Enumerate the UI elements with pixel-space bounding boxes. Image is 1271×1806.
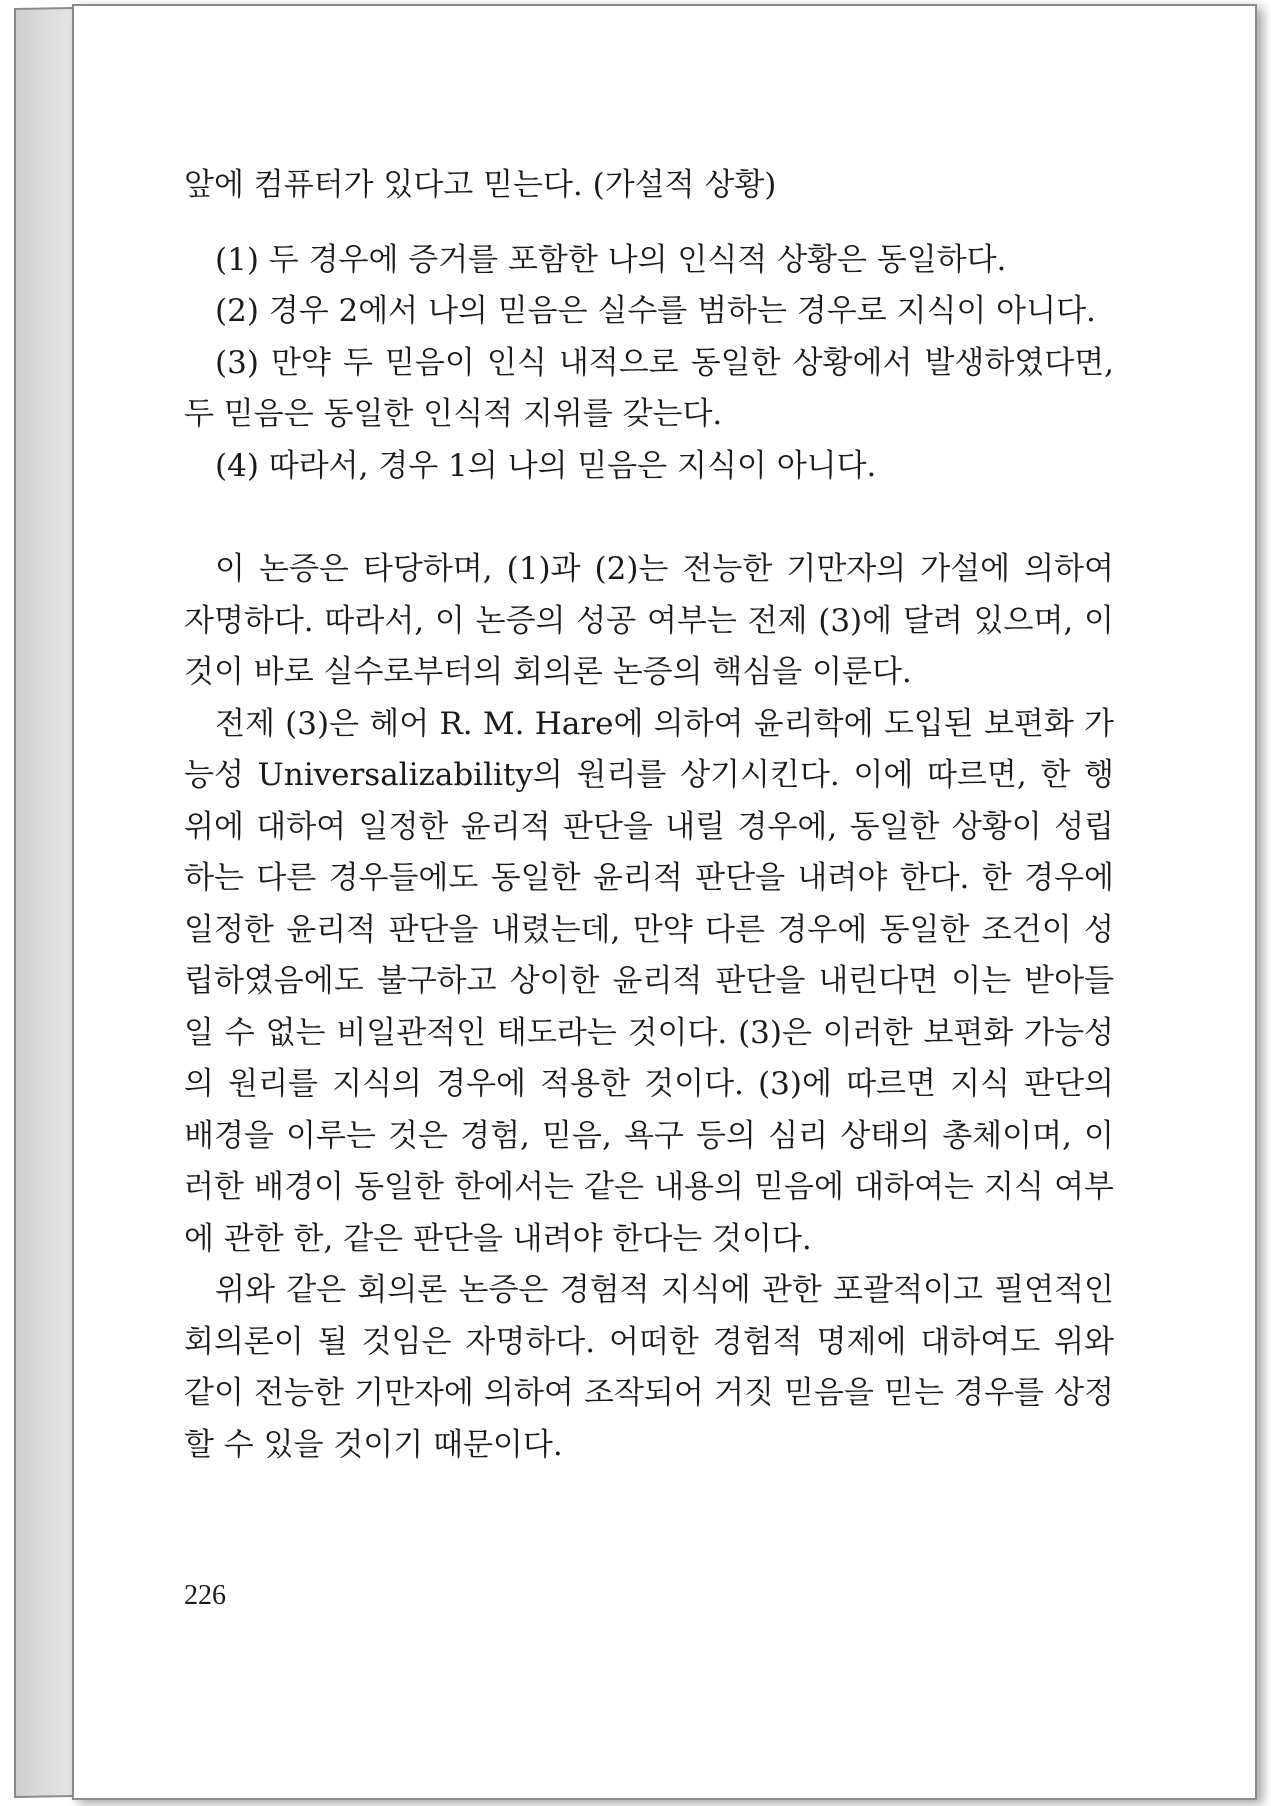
premise-1: (1) 두 경우에 증거를 포함한 나의 인식적 상황은 동일하다. [215,241,1007,278]
intro-line: 앞에 컴퓨터가 있다고 믿는다. (가설적 상황) [184,167,777,203]
paragraph-universalizability: 전제 (3)은 헤어 R. M. Hare에 의하여 윤리학에 도입된 보편화 가능성 Universalizability의 원리를 상기시킨다. 이에 따르면, 한 행위에 대하여 일정한 윤리적 판단을 내릴 경우에, 동일한 상황이 성립하는 다른 경우들에도 동일한 윤리적 판단을 내려야 한다. 한 경우에 일정한 윤리적 판단을 내렸는데, 만약 다른 경우에 동일한 조건이 성립하였음에도 불구하고 상이한 윤리적 판단을 내린다면 이는 받아들일 수 없는 비일관적인 태도라는 것이다. (3)은 이러한 보편화 가능성의 원리를 지식의 경우에 적용한 것이다. (3)에 따르면 지식 판단의 배경을 이루는 것은 경험, 믿음, 욕구 등의 심리 상태의 총체이며, 이러한 배경이 동일한 한에서는 같은 내용의 믿음에 대하여는 지식 여부에 관한 한, 같은 판단을 내려야 한다는 것이다. [184,705,1114,1257]
page-number: 226 [184,1580,226,1611]
paragraph-validity: 이 논증은 타당하며, (1)과 (2)는 전능한 기만자의 가설에 의하여 자명하다. 따라서, 이 논증의 성공 여부는 전제 (3)에 달려 있으며, 이것이 바로 실수로부터의 회의론 논증의 핵심을 이룬다. [184,551,1114,690]
premise-4: (4) 따라서, 경우 1의 나의 믿음은 지식이 아니다. [215,447,877,484]
discussion [184,544,1114,1471]
premise-3: (3) 만약 두 믿음이 인식 내적으로 동일한 상황에서 발생하였다면, 두 믿음은 동일한 인식적 지위를 갖는다. [184,344,1114,432]
premise-2: (2) 경우 2에서 나의 믿음은 실수를 범하는 경우로 지식이 아니다. [215,293,1096,329]
premise-list [184,235,1114,493]
page-body [184,160,1114,1471]
paragraph-skepticism: 위와 같은 회의론 논증은 경험적 지식에 관한 포괄적이고 필연적인 회의론이 될 것임은 자명하다. 어떠한 경험적 명제에 대하여도 위와 같이 전능한 기만자에 의하여 조작되어 거짓 믿음을 믿는 경우를 상정할 수 있을 것이기 때문이다. [184,1272,1114,1463]
book-spine [14,7,74,1798]
